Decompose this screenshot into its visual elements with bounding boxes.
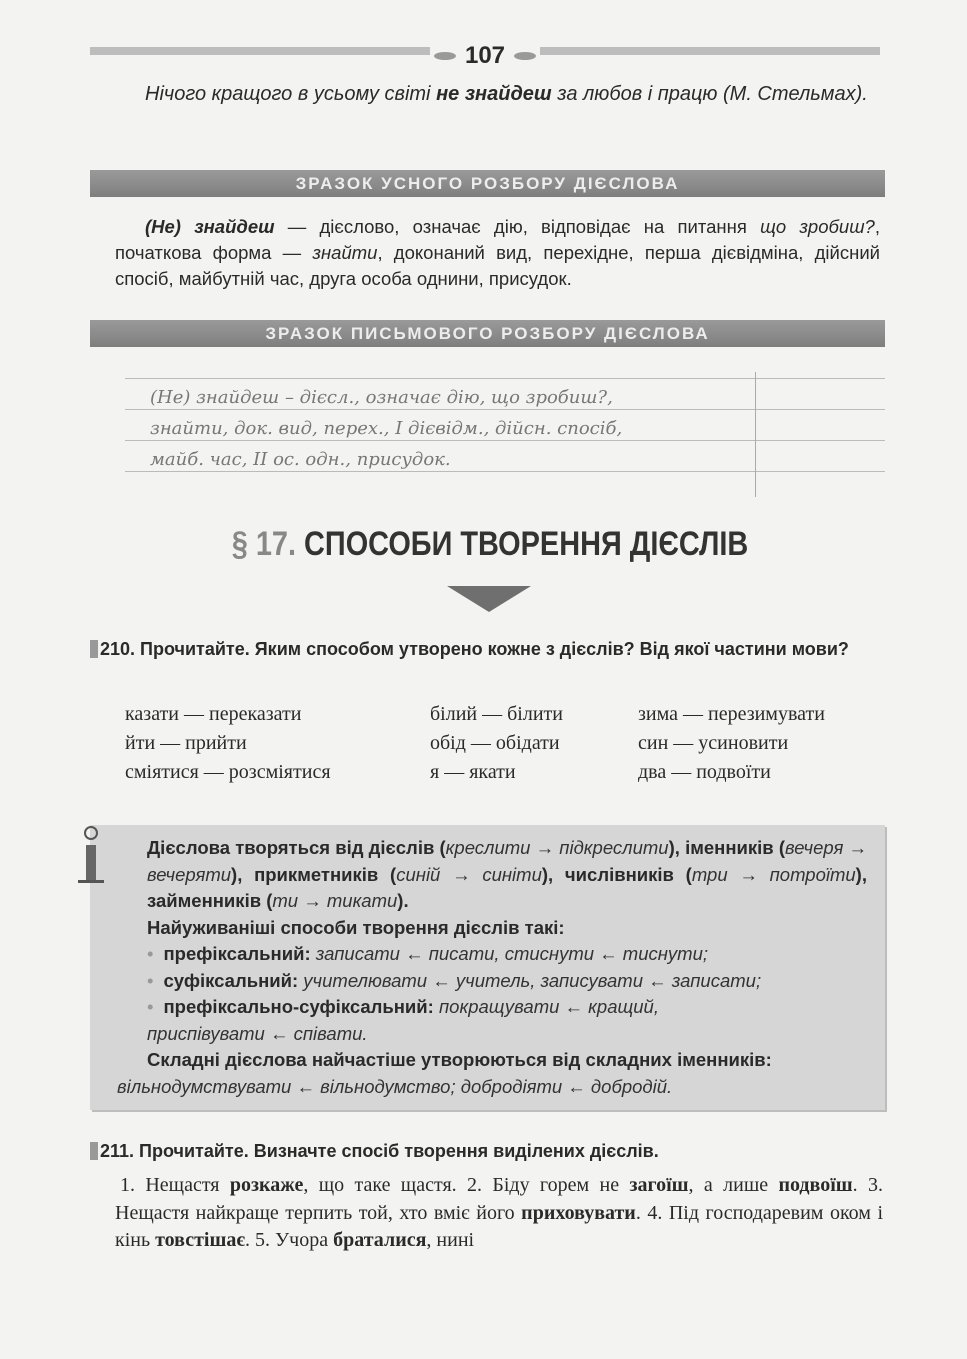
text: . 3. Нещастя найкраще терпить той, хто вміє його <box>115 1174 883 1224</box>
exercise-marker-icon <box>90 1142 98 1160</box>
bullet-example: учителювати ← учитель, записувати ← записати; <box>298 969 762 991</box>
word-row <box>125 758 885 787</box>
rule-paragraph-2 <box>117 915 867 942</box>
text: , доконаний вид, перехідне, перша дієвідміна, дійсний спосіб, майбутній час, друга особа однини, присудок. <box>115 242 880 289</box>
text: Складні дієслова найчастіше утворюються від складних іменників: <box>147 1049 772 1070</box>
text: ), прикметників ( <box>231 863 397 885</box>
example: ти → тикати <box>272 890 398 911</box>
handwritten-line: майб. час, ІІ ос. одн., присудок. <box>150 449 451 470</box>
exercise-210-words <box>125 700 885 787</box>
triangle-divider-icon <box>447 586 531 612</box>
text: , початкова форма — <box>115 216 880 263</box>
example: три → потроїти <box>691 863 856 885</box>
analyzed-word: (Не) знайдеш <box>145 216 275 237</box>
exercise-title-text: 210. Прочитайте. Яким способом утворено кожне з дієслів? Від якої частини мови? <box>100 639 849 659</box>
word-pair: два — подвоїти <box>638 761 771 783</box>
word-pair: сміятися — розсміятися <box>125 761 331 783</box>
highlighted-verb: браталися <box>333 1229 427 1251</box>
example: синій → синіти <box>396 863 542 885</box>
epigraph-quote <box>115 80 880 109</box>
quote-highlight: не знайдеш <box>436 83 552 105</box>
rule-bullet <box>117 994 767 1047</box>
text: . 5. Учора <box>245 1229 334 1251</box>
margin-line <box>755 372 756 497</box>
word-pair: я — якати <box>430 761 516 783</box>
word-pair: казати — переказати <box>125 703 302 725</box>
info-icon <box>78 825 104 885</box>
highlighted-verb: приховувати <box>521 1201 636 1224</box>
handwritten-line: знайти, док. вид, перех., І дієвідм., дійсн. спосіб, <box>150 418 623 439</box>
exercise-title-text: 211. Прочитайте. Визначте спосіб творення виділених дієслів. <box>100 1141 659 1161</box>
text: ), числівників ( <box>541 863 692 885</box>
exercise-211-title <box>90 1138 885 1164</box>
text: — дієслово, означає дію, відповідає на питання <box>274 216 761 237</box>
rule-bullet <box>117 941 867 968</box>
text: Дієслова творяться від дієслів ( <box>147 837 446 858</box>
text: Найуживаніші способи творення дієслів такі: <box>147 916 565 938</box>
text: ). <box>397 890 409 911</box>
rule-paragraph-1 <box>117 835 867 915</box>
word-pair: обід — обідати <box>430 732 560 754</box>
oral-analysis-text <box>115 214 880 292</box>
text: , що таке щастя. 2. Біду горем не <box>303 1174 630 1196</box>
text: 1. Нещастя <box>120 1174 230 1196</box>
quote-text: Нічого кращого в усьому світі <box>145 83 437 105</box>
exercise-210-title <box>90 636 885 662</box>
word-row <box>125 729 885 758</box>
oral-analysis-banner: ЗРАЗОК УСНОГО РОЗБОРУ ДІЄСЛОВА <box>90 170 885 197</box>
text: , а лише <box>688 1174 779 1196</box>
rule-info-text <box>117 835 867 1100</box>
word-pair: син — усиновити <box>638 732 789 754</box>
exercise-marker-icon <box>90 640 98 658</box>
word-row <box>125 700 885 729</box>
handwritten-line: (Не) знайдеш – дієсл., означає дію, що зробиш?, <box>150 387 613 408</box>
bullet-label: суфіксальний: <box>163 969 299 991</box>
quote-text-end: за любов і працю (М. Стельмах). <box>551 83 868 105</box>
text: ), займенників ( <box>147 863 867 911</box>
infinitive: знайти <box>312 242 378 263</box>
bullet-label: префіксальний: <box>163 943 311 964</box>
word-pair: йти — прийти <box>125 732 247 754</box>
bullet-label: префіксально-суфіксальний: <box>163 996 434 1017</box>
example: вільнодумствувати ← вільнодумство; добродіяти ← добродій. <box>117 1075 673 1097</box>
rule-examples <box>117 1074 867 1101</box>
text: ), іменників ( <box>668 837 786 858</box>
text: , нині <box>426 1229 475 1251</box>
bullet-example: покращувати ← кращий, приспівувати ← співати. <box>147 996 659 1044</box>
text: . 4. Під господаревим оком і кінь <box>115 1201 883 1251</box>
question: що зробиш? <box>760 216 875 237</box>
written-analysis-banner: ЗРАЗОК ПИСЬМОВОГО РОЗБОРУ ДІЄСЛОВА <box>90 320 885 347</box>
example: креслити → підкреслити <box>445 837 669 858</box>
highlighted-verb: подвоїш <box>778 1174 853 1196</box>
section-title: СПОСОБИ ТВОРЕННЯ ДІЄСЛІВ <box>304 525 749 563</box>
rule-bullet <box>117 968 867 995</box>
word-pair: білий — білити <box>430 703 563 725</box>
highlighted-verb: загоїш <box>629 1174 689 1196</box>
page-number: 107 <box>430 42 540 70</box>
highlighted-verb: розкаже <box>229 1174 304 1196</box>
exercise-211-text <box>115 1172 883 1255</box>
section-heading <box>150 525 830 564</box>
rule-paragraph-3 <box>117 1047 867 1074</box>
section-number: § 17. <box>231 525 297 563</box>
word-pair: зима — перезимувати <box>638 703 825 725</box>
rule-line <box>125 378 885 379</box>
highlighted-verb: товстішає <box>155 1229 246 1251</box>
bullet-example: записати ← писати, стиснути ← тиснути; <box>310 943 709 964</box>
example: вечеря → вечеряти <box>147 837 868 885</box>
handwritten-analysis <box>150 382 750 475</box>
